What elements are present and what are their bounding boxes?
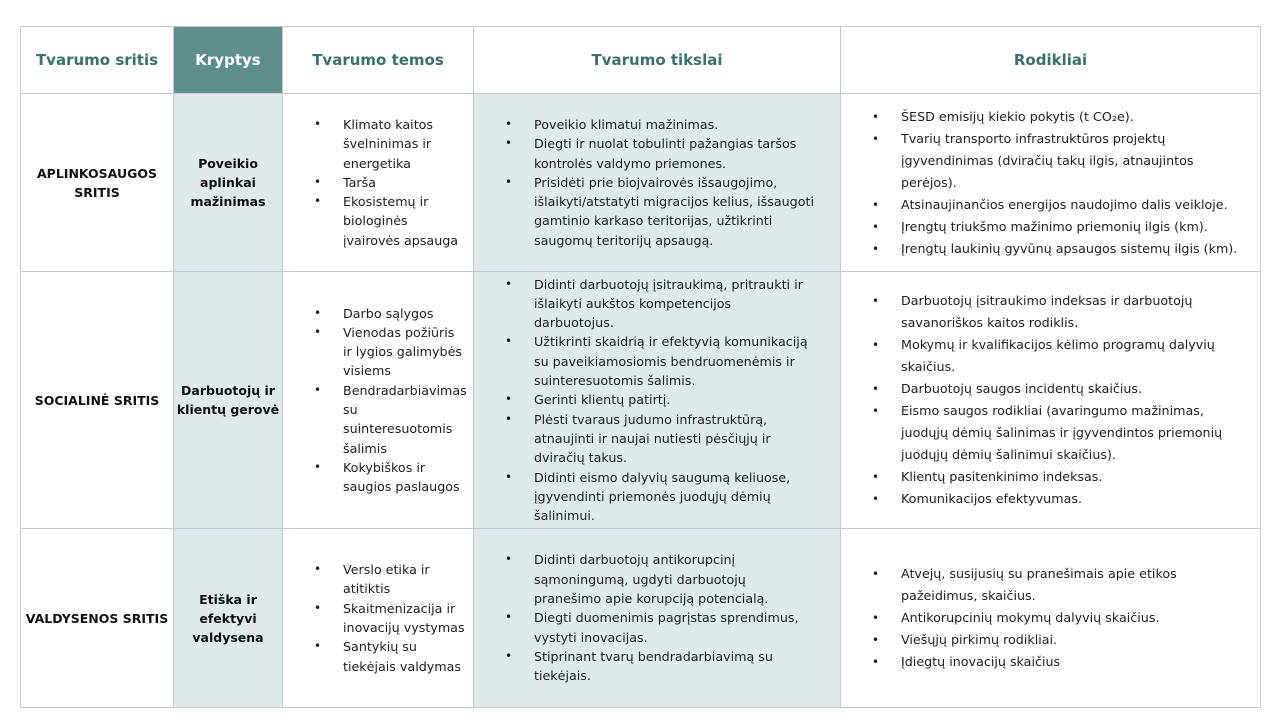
themes-list xyxy=(283,304,473,497)
header-targets: Tvarumo tikslai xyxy=(474,27,841,94)
list-item: • Diegti ir nuolat tobulinti pažangias taršos kontrolės valdymo priemones. xyxy=(534,134,814,173)
list-item: • Prisidėti prie biojvairovės išsaugojimo, išlaikyti/atstatyti migracijos kelius, išsaugoti gamtinio karkaso teritorijas, užtikrinti saugomų teritorijų apsaugą. xyxy=(534,173,814,250)
list-item: • Kokybiškos ir saugios paslaugos xyxy=(343,458,465,497)
list-item: • Eismo saugos rodikliai (avaringumo mažinimas, juodųjų dėmių šalinimas ir įgyvendintos priemonių juodųjų dėmių šalinimui skaičius). xyxy=(901,400,1246,466)
sustainability-table xyxy=(20,26,1261,708)
table-row-environment xyxy=(21,94,1261,272)
themes-cell xyxy=(283,529,474,708)
table-row-social xyxy=(21,272,1261,529)
list-item: • Verslo etika ir atitiktis xyxy=(343,560,465,599)
list-item: • Didinti eismo dalyvių saugumą keliuose, įgyvendinti priemonės juodųjų dėmių šalinimui. xyxy=(534,468,814,526)
themes-cell xyxy=(283,94,474,272)
list-item: • Mokymų ir kvalifikacijos kėlimo programų dalyvių skaičius. xyxy=(901,334,1246,378)
list-item: • Atvejų, susijusių su pranešimais apie etikos pažeidimus, skaičius. xyxy=(901,563,1246,607)
direction-cell: Etiška ir efektyvi valdysena xyxy=(174,529,283,708)
targets-cell xyxy=(474,529,841,708)
list-item: • Atsinaujinančios energijos naudojimo dalis veikloje. xyxy=(901,194,1246,216)
list-item: • Darbo sąlygos xyxy=(343,304,465,323)
list-item: • Vienodas požiūris ir lygios galimybės visiems xyxy=(343,323,465,381)
list-item: • Tarša xyxy=(343,173,465,192)
list-item: • Tvarių transporto infrastruktūros projektų įgyvendinimas (dviračių takų ilgis, atnaujintos perėjos). xyxy=(901,128,1246,194)
header-direction: Kryptys xyxy=(174,27,283,94)
list-item: • Darbuotojų įsitraukimo indeksas ir darbuotojų savanoriškos kaitos rodiklis. xyxy=(901,290,1246,334)
targets-list xyxy=(474,115,840,250)
header-indicators: Rodikliai xyxy=(841,27,1261,94)
list-item: • Poveikio klimatui mažinimas. xyxy=(534,115,814,134)
themes-list xyxy=(283,115,473,250)
indicators-cell xyxy=(841,529,1261,708)
list-item: • ŠESD emisijų kiekio pokytis (t CO₂e). xyxy=(901,106,1246,128)
header-area: Tvarumo sritis xyxy=(21,27,174,94)
list-item: • Diegti duomenimis pagrįstas sprendimus, vystyti inovacijas. xyxy=(534,608,814,647)
list-item: • Klimato kaitos švelninimas ir energetika xyxy=(343,115,465,173)
list-item: • Užtikrinti skaidrią ir efektyvią komunikaciją su paveikiamosiomis bendruomenėmis ir suinteresuotomis šalimis. xyxy=(534,332,814,390)
direction-cell: Poveikio aplinkai mažinimas xyxy=(174,94,283,272)
themes-cell xyxy=(283,272,474,529)
list-item: • Antikorupcinių mokymų dalyvių skaičius. xyxy=(901,607,1246,629)
targets-list xyxy=(474,550,840,685)
list-item: • Įrengtų triukšmo mažinimo priemonių ilgis (km). xyxy=(901,216,1246,238)
list-item: • Įrengtų laukinių gyvūnų apsaugos sistemų ilgis (km). xyxy=(901,238,1246,260)
area-cell: APLINKOSAUGOS SRITIS xyxy=(21,94,174,272)
list-item: • Bendradarbiavimas su suinteresuotomis šalimis xyxy=(343,381,465,458)
header-row xyxy=(21,27,1261,94)
indicators-cell xyxy=(841,94,1261,272)
list-item: • Didinti darbuotojų įsitraukimą, pritraukti ir išlaikyti aukštos kompetencijos darbuotojus. xyxy=(534,275,814,333)
list-item: • Ekosistemų ir biologinės įvairovės apsauga xyxy=(343,192,465,250)
list-item: • Stiprinant tvarų bendradarbiavimą su tiekėjais. xyxy=(534,647,814,686)
direction-cell: Darbuotojų ir klientų gerovė xyxy=(174,272,283,529)
area-cell: SOCIALINĖ SRITIS xyxy=(21,272,174,529)
list-item: • Gerinti klientų patirtį. xyxy=(534,390,814,409)
header-themes: Tvarumo temos xyxy=(283,27,474,94)
indicators-list xyxy=(841,106,1260,260)
list-item: • Komunikacijos efektyvumas. xyxy=(901,488,1246,510)
table-row-governance xyxy=(21,529,1261,708)
area-cell: VALDYSENOS SRITIS xyxy=(21,529,174,708)
list-item: • Plėsti tvaraus judumo infrastruktūrą, atnaujinti ir naujai nutiesti pėsčiųjų ir dviračių takus. xyxy=(534,410,814,468)
themes-list xyxy=(283,560,473,676)
indicators-cell xyxy=(841,272,1261,529)
list-item: • Viešųjų pirkimų rodikliai. xyxy=(901,629,1246,651)
list-item: • Darbuotojų saugos incidentų skaičius. xyxy=(901,378,1246,400)
indicators-list xyxy=(841,290,1260,510)
targets-cell xyxy=(474,272,841,529)
list-item: • Didinti darbuotojų antikorupcinį sąmoningumą, ugdyti darbuotojų pranešimo apie korupciją potencialą. xyxy=(534,550,814,608)
targets-cell xyxy=(474,94,841,272)
list-item: • Klientų pasitenkinimo indeksas. xyxy=(901,466,1246,488)
targets-list xyxy=(474,275,840,526)
list-item: • Skaitmenizacija ir inovacijų vystymas xyxy=(343,599,465,638)
list-item: • Įdiegtų inovacijų skaičius xyxy=(901,651,1246,673)
list-item: • Santykių su tiekėjais valdymas xyxy=(343,637,465,676)
indicators-list xyxy=(841,563,1260,673)
